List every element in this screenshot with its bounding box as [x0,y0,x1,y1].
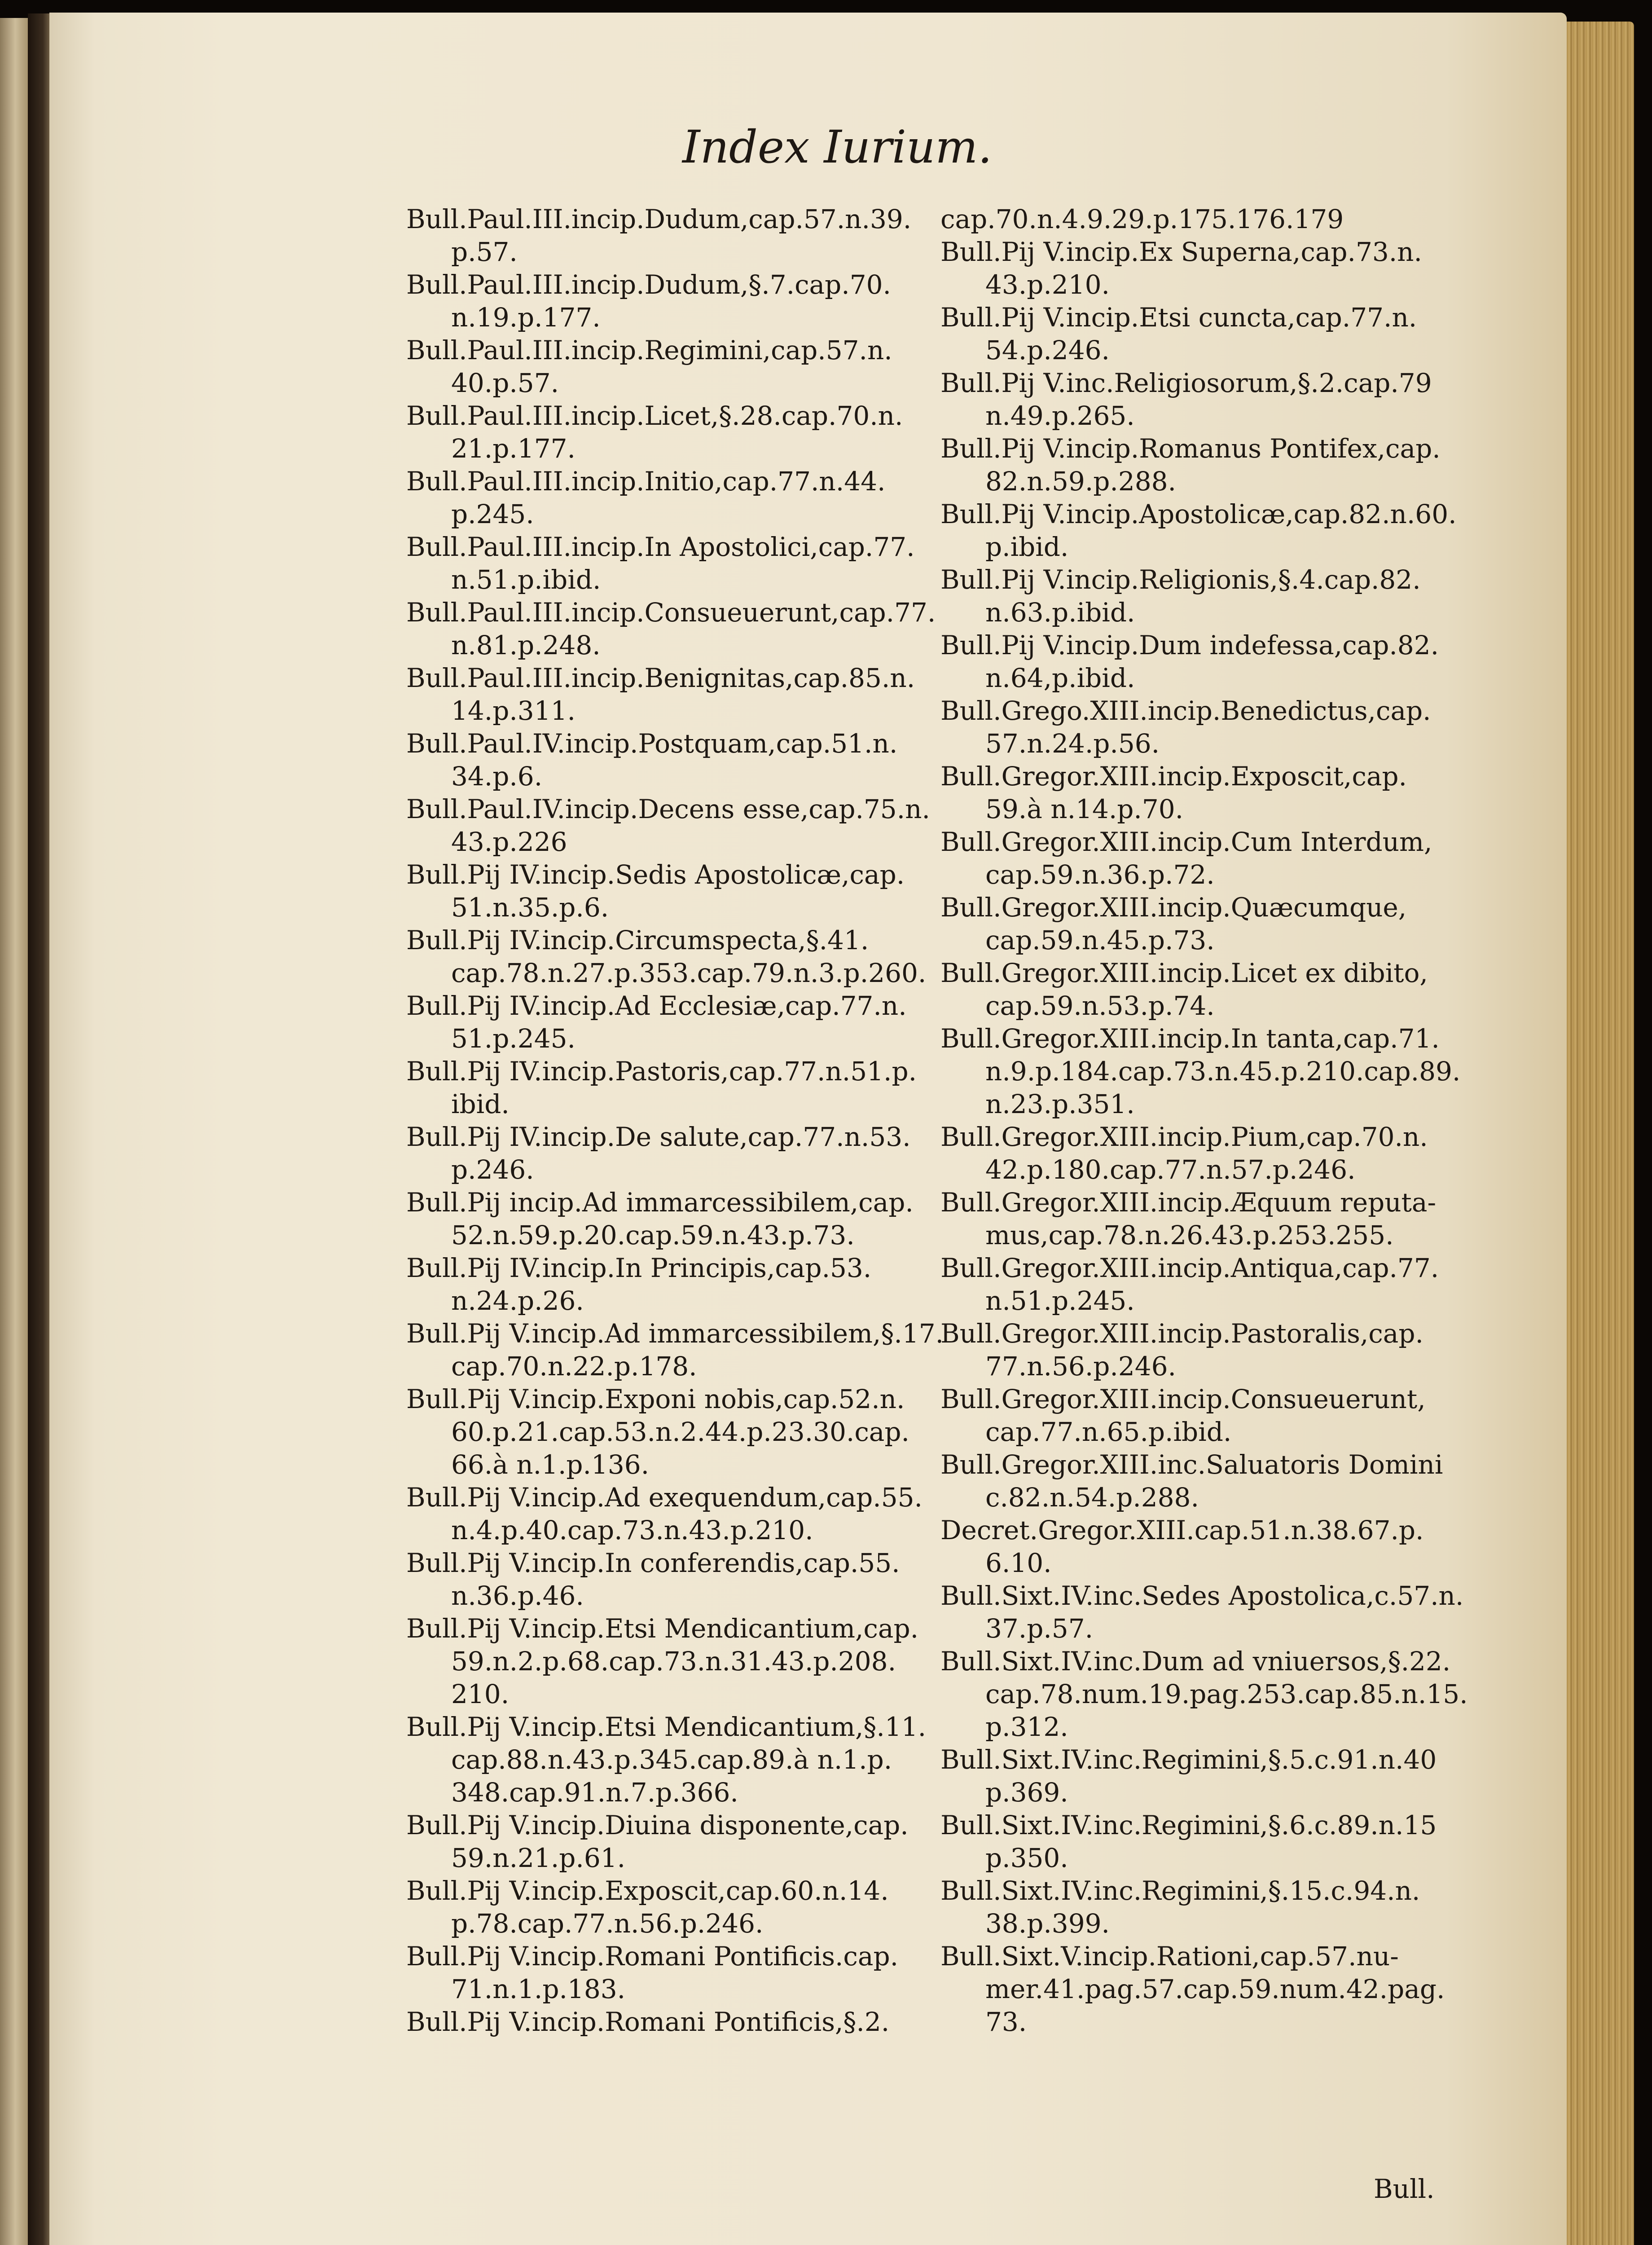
index-entry-line: Bull.Gregor.XIII.inc.Saluatoris Domini [940,1449,1443,1480]
index-entry [406,1711,1017,1809]
index-entry-line: Bull.Pij V.incip.Apostolicæ,cap.82.n.60. [940,499,1457,529]
index-entry-line: Bull.Pij IV.incip.Pastoris,cap.77.n.51.p. [406,1056,917,1087]
index-entry-line: Bull.Sixt.IV.inc.Regimini,§.15.c.94.n. [940,1875,1420,1906]
index-entry-line: Bull.Paul.IV.incip.Postquam,cap.51.n. [406,728,898,759]
index-entry-continuation: 73. [985,2007,1027,2037]
index-entry [406,1612,1017,1711]
index-entry-line: Bull.Gregor.XIII.incip.Antiqua,cap.77. [940,1253,1439,1283]
index-column-left [406,203,1017,2038]
index-entry-line: Bull.Gregor.XIII.incip.Æquum reputa- [940,1187,1437,1218]
index-entry-line: Bull.Pij V.incip.Romanus Pontifex,cap. [940,433,1441,464]
index-entry-continuation: p.312. [985,1712,1068,1742]
index-entry-continuation: n.19.p.177. [451,302,601,333]
index-entry-continuation: p.57. [451,237,518,267]
index-entry [940,563,1551,629]
index-entry-continuation: cap.77.n.65.p.ibid. [985,1417,1232,1447]
index-entry-line: Bull.Pij V.incip.Dum indefessa,cap.82. [940,630,1439,660]
index-entry [940,1383,1551,1448]
catchword: Bull. [1374,2174,1435,2204]
index-entry-line: Bull.Gregor.XIII.incip.Licet ex dibito, [940,958,1428,988]
index-entry-continuation: 60.p.21.cap.53.n.2.44.p.23.30.cap. [451,1417,909,1447]
index-entry-line: Bull.Pij V.incip.Diuina disponente,cap. [406,1810,909,1840]
index-entry [940,1252,1551,1317]
index-entry [940,1514,1551,1580]
index-entry-continuation: p.78.cap.77.n.56.p.246. [451,1908,764,1939]
index-entry [940,1448,1551,1514]
index-entry [406,465,1017,531]
index-entry-continuation: 59.n.21.p.61. [451,1843,626,1873]
index-entry-line: Bull.Gregor.XIII.incip.In tanta,cap.71. [940,1023,1440,1054]
index-entry-line: Bull.Gregor.XIII.incip.Consueuerunt, [940,1384,1426,1414]
index-entry-line: Bull.Paul.IV.incip.Decens esse,cap.75.n. [406,794,930,824]
index-entry [406,1252,1017,1317]
index-entry-line: Bull.Gregor.XIII.incip.Quæcumque, [940,892,1407,923]
index-entry-line: Bull.Pij IV.incip.In Principis,cap.53. [406,1253,872,1283]
index-entry [940,432,1551,498]
index-entry [406,596,1017,662]
index-entry-line: Bull.Pij IV.incip.Circumspecta,§.41. [406,925,869,955]
index-entry-continuation: c.82.n.54.p.288. [985,1482,1199,1513]
index-entry-continuation: 51.p.245. [451,1023,576,1054]
index-entry-continuation: n.64,p.ibid. [985,663,1135,693]
index-entry-continuation: n.24.p.26. [451,1285,584,1316]
index-entry-continuation: n.9.p.184.cap.73.n.45.p.210.cap.89. [985,1056,1461,1087]
index-entry-line: Bull.Grego.XIII.incip.Benedictus,cap. [940,696,1431,726]
index-entry-continuation: 348.cap.91.n.7.p.366. [451,1777,738,1808]
index-entry-continuation: mer.41.pag.57.cap.59.num.42.pag. [985,1974,1445,2004]
index-entry-continuation: n.51.p.245. [985,1285,1135,1316]
index-entry [406,531,1017,596]
index-entry [406,1383,1017,1481]
index-entry [406,793,1017,858]
index-entry-line: Bull.Pij V.inc.Religiosorum,§.2.cap.79 [940,368,1432,398]
index-entry-continuation: 38.p.399. [985,1908,1110,1939]
index-entry [940,695,1551,760]
index-entry-continuation: cap.78.n.27.p.353.cap.79.n.3.p.260. [451,958,927,988]
index-entry-continuation: n.81.p.248. [451,630,601,660]
index-entry-continuation: 21.p.177. [451,433,576,464]
index-entry [406,662,1017,727]
index-entry-line: Bull.Pij IV.incip.De salute,cap.77.n.53. [406,1122,911,1152]
index-entry-continuation: 43.p.210. [985,269,1110,300]
index-entry-line: Bull.Pij IV.incip.Sedis Apostolicæ,cap. [406,859,905,890]
index-entry [406,1809,1017,1875]
index-entry [940,826,1551,891]
index-entry [406,1875,1017,1940]
index-entry-line: Bull.Sixt.V.incip.Rationi,cap.57.nu- [940,1941,1399,1972]
index-entry-continuation: p.350. [985,1843,1068,1873]
index-entry-continuation: 42.p.180.cap.77.n.57.p.246. [985,1154,1356,1185]
index-entry [406,1121,1017,1186]
index-entry-line: Bull.Pij V.incip.Etsi Mendicantium,cap. [406,1613,919,1644]
index-entry-line: Bull.Pij V.incip.Ad exequendum,cap.55. [406,1482,923,1513]
index-entry [940,1580,1551,1645]
index-entry [940,1645,1551,1743]
index-entry-line: Decret.Gregor.XIII.cap.51.n.38.67.p. [940,1515,1424,1545]
index-entry-line: Bull.Pij incip.Ad immarcessibilem,cap. [406,1187,914,1218]
index-entry-continuation: 71.n.1.p.183. [451,1974,626,2004]
index-entry-line: Bull.Paul.III.incip.Dudum,§.7.cap.70. [406,269,891,300]
index-entry [406,1186,1017,1252]
index-entry-continuation: p.369. [985,1777,1068,1808]
index-entry-line: Bull.Gregor.XIII.incip.Pastoralis,cap. [940,1318,1424,1349]
index-entry-continuation: 34.p.6. [451,761,543,792]
index-entry [406,1055,1017,1121]
index-entry [406,269,1017,334]
index-entry [940,1809,1551,1875]
index-entry-line: Bull.Sixt.IV.inc.Sedes Apostolica,c.57.n. [940,1580,1464,1611]
index-entry-line: Bull.Pij IV.incip.Ad Ecclesiæ,cap.77.n. [406,990,907,1021]
index-entry-line: Bull.Paul.III.incip.Regimini,cap.57.n. [406,335,892,365]
index-entry-line: Bull.Pij V.incip.Exposcit,cap.60.n.14. [406,1875,889,1906]
index-entry-line: cap.70.n.4.9.29.p.175.176.179 [940,204,1344,234]
index-entry-continuation: cap.59.n.53.p.74. [985,990,1215,1021]
index-entry [940,498,1551,563]
index-entry-line: Bull.Pij V.incip.Exponi nobis,cap.52.n. [406,1384,905,1414]
index-entry-continuation: cap.59.n.45.p.73. [985,925,1215,955]
index-entry-continuation: ibid. [451,1089,510,1119]
index-entry [406,924,1017,990]
index-entry-continuation: n.23.p.351. [985,1089,1135,1119]
index-entry-continuation: 82.n.59.p.288. [985,466,1176,497]
index-entry-continuation: 37.p.57. [985,1613,1094,1644]
index-entry-continuation: p.245. [451,499,534,529]
binding-gutter [28,13,49,2245]
index-entry [406,203,1017,269]
index-entry-continuation: cap.59.n.36.p.72. [985,859,1215,890]
index-entry [940,760,1551,826]
index-entry-line: Bull.Pij V.incip.Etsi Mendicantium,§.11. [406,1712,927,1742]
index-entry-line: Bull.Pij V.incip.Etsi cuncta,cap.77.n. [940,302,1417,333]
index-entry [406,2006,1017,2038]
index-entry-continuation: n.63.p.ibid. [985,597,1135,628]
index-entry-line: Bull.Pij V.incip.Religionis,§.4.cap.82. [940,564,1421,595]
index-entry-continuation: 57.n.24.p.56. [985,728,1160,759]
index-entry [940,1022,1551,1121]
index-entry [406,1317,1017,1383]
index-entry-line: Bull.Pij V.incip.Romani Pontificis,§.2. [406,2007,890,2037]
index-entry-line: Bull.Paul.III.incip.In Apostolici,cap.77. [406,532,915,562]
index-entry [940,203,1551,236]
index-entry [406,400,1017,465]
index-entry-line: Bull.Pij V.incip.Ad immarcessibilem,§.17. [406,1318,944,1349]
index-column-right [940,203,1551,2038]
index-entry-line: Bull.Paul.III.incip.Benignitas,cap.85.n. [406,663,915,693]
index-entry-continuation: n.36.p.46. [451,1580,584,1611]
index-entry-line: Bull.Sixt.IV.inc.Regimini,§.5.c.91.n.40 [940,1744,1437,1775]
index-entry [940,957,1551,1022]
facing-page-edge [0,18,28,2245]
running-head: Index Iurium. [682,121,992,173]
index-entry-line: Bull.Sixt.IV.inc.Regimini,§.6.c.89.n.15 [940,1810,1437,1840]
index-entry-continuation: n.49.p.265. [985,401,1135,431]
index-entry-continuation: 66.à n.1.p.136. [451,1449,650,1480]
index-entry [406,727,1017,793]
index-entry-continuation: p.246. [451,1154,534,1185]
index-entry-line: Bull.Gregor.XIII.incip.Cum Interdum, [940,827,1432,857]
index-entry [406,334,1017,400]
index-entry-continuation: mus,cap.78.n.26.43.p.253.255. [985,1220,1394,1250]
index-entry-continuation: 210. [451,1679,510,1709]
index-entry-continuation: 54.p.246. [985,335,1110,365]
index-entry-continuation: 59.à n.14.p.70. [985,794,1184,824]
index-entry [940,629,1551,695]
index-entry-continuation: 40.p.57. [451,368,559,398]
index-entry-continuation: 52.n.59.p.20.cap.59.n.43.p.73. [451,1220,855,1250]
index-entry-continuation: 43.p.226 [451,827,567,857]
index-entry-line: Bull.Pij V.incip.Ex Superna,cap.73.n. [940,237,1422,267]
index-entry [940,1743,1551,1809]
index-entry [940,1875,1551,1940]
index-entry [940,236,1551,301]
index-entry [940,1186,1551,1252]
index-entry [940,301,1551,367]
index-entry-line: Bull.Paul.III.incip.Consueuerunt,cap.77. [406,597,936,628]
index-entry-line: Bull.Paul.III.incip.Initio,cap.77.n.44. [406,466,886,497]
index-entry-line: Bull.Pij V.incip.Romani Pontificis.cap. [406,1941,899,1972]
index-entry-continuation: cap.88.n.43.p.345.cap.89.à n.1.p. [451,1744,892,1775]
index-entry [406,1940,1017,2006]
index-entry-line: Bull.Paul.III.incip.Dudum,cap.57.n.39. [406,204,912,234]
index-entry-continuation: n.4.p.40.cap.73.n.43.p.210. [451,1515,813,1545]
index-entry [940,891,1551,957]
index-entry-line: Bull.Pij V.incip.In conferendis,cap.55. [406,1548,900,1578]
index-entry-continuation: 59.n.2.p.68.cap.73.n.31.43.p.208. [451,1646,896,1677]
index-entry [940,1940,1551,2038]
index-entry-continuation: n.51.p.ibid. [451,564,601,595]
index-entry [406,858,1017,924]
index-entry [406,1481,1017,1547]
index-entry [406,990,1017,1055]
index-entry-continuation: 51.n.35.p.6. [451,892,609,923]
index-entry-continuation: 14.p.311. [451,696,576,726]
index-entry-line: Bull.Gregor.XIII.incip.Pium,cap.70.n. [940,1122,1428,1152]
index-entry [940,1121,1551,1186]
index-entry-continuation: cap.70.n.22.p.178. [451,1351,697,1382]
index-entry-line: Bull.Sixt.IV.inc.Dum ad vniuersos,§.22. [940,1646,1451,1677]
index-entry-continuation: cap.78.num.19.pag.253.cap.85.n.15. [985,1679,1468,1709]
index-entry-continuation: 6.10. [985,1548,1052,1578]
page-block-edges [1567,22,1634,2245]
index-entry-continuation: p.ibid. [985,532,1069,562]
index-entry [940,367,1551,432]
index-entry-line: Bull.Gregor.XIII.incip.Exposcit,cap. [940,761,1407,792]
index-entry [940,1317,1551,1383]
index-entry-continuation: 77.n.56.p.246. [985,1351,1176,1382]
index-entry [406,1547,1017,1612]
index-entry-line: Bull.Paul.III.incip.Licet,§.28.cap.70.n. [406,401,903,431]
